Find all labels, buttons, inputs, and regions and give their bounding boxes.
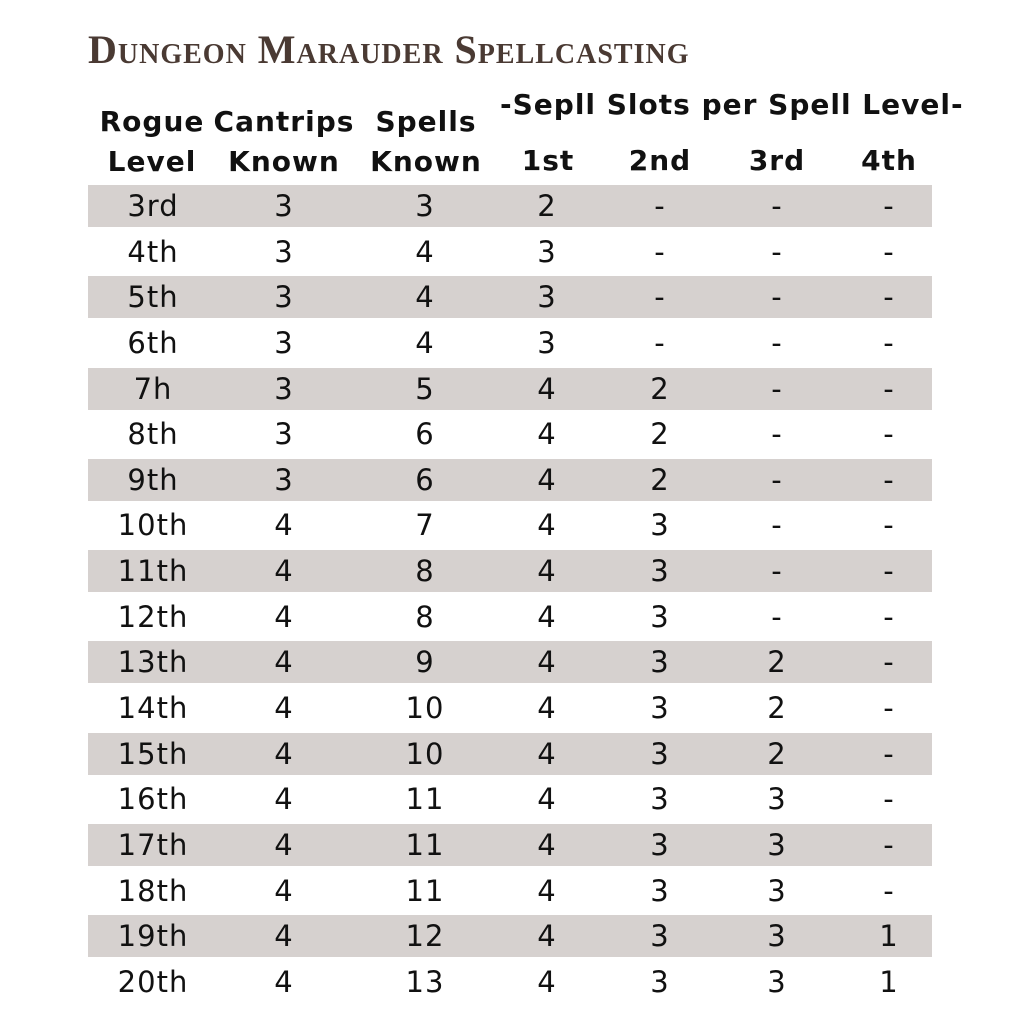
cell-slot-1st: 2 bbox=[537, 189, 557, 223]
cell-slot-4th: - bbox=[883, 736, 895, 771]
cell-slot-3rd: - bbox=[771, 189, 783, 223]
cell-slot-2nd: 3 bbox=[650, 964, 670, 999]
cell-slot-3rd: - bbox=[771, 417, 783, 452]
cell-slot-4th: - bbox=[883, 508, 895, 543]
header-slot-3rd: 3rd bbox=[748, 144, 806, 177]
cell-slot-3rd: 3 bbox=[767, 827, 787, 862]
table-row bbox=[88, 824, 932, 870]
cell-slot-4th: - bbox=[883, 280, 895, 315]
table-row bbox=[88, 596, 932, 642]
header-spells-known bbox=[360, 102, 492, 182]
cell-slot-3rd: - bbox=[771, 462, 783, 497]
cell-slot-1st: 4 bbox=[537, 508, 557, 543]
cell-spells-known: 11 bbox=[405, 782, 445, 817]
cell-cantrips-known: 4 bbox=[274, 645, 294, 680]
cell-spells-known: 3 bbox=[415, 189, 435, 223]
cell-spells-known: 6 bbox=[415, 462, 435, 497]
cell-rogue-level: 6th bbox=[127, 325, 179, 360]
cell-cantrips-known: 4 bbox=[274, 782, 294, 817]
cell-slot-4th: - bbox=[883, 234, 895, 269]
cell-slot-1st: 4 bbox=[537, 417, 557, 452]
cell-rogue-level: 7h bbox=[133, 371, 173, 406]
cell-cantrips-known: 4 bbox=[274, 919, 294, 954]
cell-slot-1st: 4 bbox=[537, 782, 557, 817]
cell-slot-4th: - bbox=[883, 691, 895, 726]
cell-slot-2nd: 3 bbox=[650, 782, 670, 817]
cell-rogue-level: 14th bbox=[117, 691, 189, 726]
cell-cantrips-known: 4 bbox=[274, 599, 294, 634]
cell-spells-known: 9 bbox=[415, 645, 435, 680]
cell-slot-3rd: 3 bbox=[767, 919, 787, 954]
cell-slot-4th: - bbox=[883, 554, 895, 589]
cell-slot-3rd: 2 bbox=[767, 645, 787, 680]
cell-rogue-level: 3rd bbox=[127, 189, 179, 223]
header-slot-4th: 4th bbox=[861, 144, 917, 177]
cell-spells-known: 6 bbox=[415, 417, 435, 452]
cell-slot-3rd: 3 bbox=[767, 964, 787, 999]
cell-slot-4th: 1 bbox=[879, 919, 899, 954]
cell-slot-3rd: - bbox=[771, 508, 783, 543]
cell-slot-2nd: - bbox=[654, 325, 666, 360]
cell-slot-4th: - bbox=[883, 417, 895, 452]
cell-slot-1st: 4 bbox=[537, 827, 557, 862]
cell-spells-known: 8 bbox=[415, 599, 435, 634]
cell-slot-1st: 4 bbox=[537, 554, 557, 589]
cell-cantrips-known: 3 bbox=[274, 325, 294, 360]
cell-slot-1st: 3 bbox=[537, 280, 557, 315]
cell-slot-4th: 1 bbox=[879, 964, 899, 999]
table-row bbox=[88, 915, 932, 961]
table-row bbox=[88, 550, 932, 596]
spellcasting-table bbox=[88, 185, 932, 1007]
table-row bbox=[88, 185, 932, 231]
header-cantrips-known-line1: Cantrips bbox=[213, 105, 355, 138]
cell-slot-1st: 4 bbox=[537, 736, 557, 771]
header-spell-slots-group: -Sepll Slots per Spell Level- bbox=[500, 88, 964, 121]
cell-slot-1st: 3 bbox=[537, 325, 557, 360]
cell-spells-known: 11 bbox=[405, 873, 445, 908]
table-row bbox=[88, 413, 932, 459]
cell-slot-4th: - bbox=[883, 873, 895, 908]
cell-cantrips-known: 3 bbox=[274, 417, 294, 452]
cell-slot-3rd: - bbox=[771, 325, 783, 360]
cell-slot-3rd: 2 bbox=[767, 736, 787, 771]
cell-rogue-level: 16th bbox=[117, 782, 189, 817]
cell-slot-3rd: - bbox=[771, 554, 783, 589]
cell-slot-3rd: - bbox=[771, 599, 783, 634]
cell-rogue-level: 4th bbox=[127, 234, 179, 269]
cell-spells-known: 13 bbox=[405, 964, 445, 999]
cell-cantrips-known: 4 bbox=[274, 508, 294, 543]
cell-cantrips-known: 4 bbox=[274, 964, 294, 999]
header-rogue-level bbox=[92, 102, 212, 182]
cell-slot-3rd: 3 bbox=[767, 873, 787, 908]
table-row bbox=[88, 870, 932, 916]
cell-slot-2nd: 3 bbox=[650, 645, 670, 680]
header-rogue-level-line1: Rogue bbox=[99, 105, 205, 138]
cell-slot-1st: 3 bbox=[537, 234, 557, 269]
cell-rogue-level: 18th bbox=[117, 873, 189, 908]
table-row bbox=[88, 733, 932, 779]
cell-spells-known: 4 bbox=[415, 325, 435, 360]
cell-cantrips-known: 4 bbox=[274, 691, 294, 726]
cell-slot-2nd: 3 bbox=[650, 736, 670, 771]
cell-rogue-level: 11th bbox=[117, 554, 189, 589]
header-spells-known-line2: Known bbox=[370, 145, 482, 178]
cell-slot-1st: 4 bbox=[537, 691, 557, 726]
cell-slot-1st: 4 bbox=[537, 645, 557, 680]
cell-slot-2nd: 3 bbox=[650, 554, 670, 589]
cell-rogue-level: 10th bbox=[117, 508, 189, 543]
cell-rogue-level: 12th bbox=[117, 599, 189, 634]
cell-rogue-level: 17th bbox=[117, 827, 189, 862]
cell-cantrips-known: 3 bbox=[274, 280, 294, 315]
cell-spells-known: 4 bbox=[415, 234, 435, 269]
cell-cantrips-known: 4 bbox=[274, 554, 294, 589]
cell-rogue-level: 19th bbox=[117, 919, 189, 954]
cell-cantrips-known: 4 bbox=[274, 827, 294, 862]
cell-slot-3rd: - bbox=[771, 280, 783, 315]
cell-cantrips-known: 3 bbox=[274, 189, 294, 223]
table-row bbox=[88, 641, 932, 687]
cell-slot-2nd: 3 bbox=[650, 691, 670, 726]
cell-slot-3rd: - bbox=[771, 234, 783, 269]
cell-spells-known: 4 bbox=[415, 280, 435, 315]
cell-cantrips-known: 3 bbox=[274, 234, 294, 269]
cell-slot-3rd: 2 bbox=[767, 691, 787, 726]
cell-cantrips-known: 4 bbox=[274, 736, 294, 771]
cell-rogue-level: 20th bbox=[117, 964, 189, 999]
table-row bbox=[88, 322, 932, 368]
cell-slot-1st: 4 bbox=[537, 873, 557, 908]
cell-slot-4th: - bbox=[883, 599, 895, 634]
cell-slot-4th: - bbox=[883, 782, 895, 817]
cell-slot-4th: - bbox=[883, 645, 895, 680]
cell-cantrips-known: 3 bbox=[274, 371, 294, 406]
table-row bbox=[88, 459, 932, 505]
cell-slot-1st: 4 bbox=[537, 371, 557, 406]
table-row bbox=[88, 687, 932, 733]
cell-slot-2nd: 2 bbox=[650, 371, 670, 406]
cell-spells-known: 12 bbox=[405, 919, 445, 954]
header-cantrips-known-line2: Known bbox=[228, 145, 340, 178]
cell-slot-3rd: - bbox=[771, 371, 783, 406]
cell-rogue-level: 9th bbox=[127, 462, 179, 497]
cell-slot-2nd: 3 bbox=[650, 827, 670, 862]
cell-slot-4th: - bbox=[883, 325, 895, 360]
cell-spells-known: 5 bbox=[415, 371, 435, 406]
cell-slot-4th: - bbox=[883, 462, 895, 497]
cell-rogue-level: 15th bbox=[117, 736, 189, 771]
header-spells-known-line1: Spells bbox=[375, 105, 477, 138]
table-row bbox=[88, 778, 932, 824]
table-row bbox=[88, 368, 932, 414]
cell-slot-2nd: 2 bbox=[650, 417, 670, 452]
cell-slot-2nd: 3 bbox=[650, 873, 670, 908]
header-cantrips-known bbox=[210, 102, 358, 182]
cell-slot-2nd: 3 bbox=[650, 508, 670, 543]
table-title: Dungeon Marauder Spellcasting bbox=[88, 27, 690, 72]
cell-slot-4th: - bbox=[883, 371, 895, 406]
cell-slot-1st: 4 bbox=[537, 919, 557, 954]
cell-spells-known: 10 bbox=[405, 736, 445, 771]
cell-slot-2nd: - bbox=[654, 280, 666, 315]
cell-spells-known: 11 bbox=[405, 827, 445, 862]
cell-rogue-level: 8th bbox=[127, 417, 179, 452]
cell-slot-2nd: 3 bbox=[650, 919, 670, 954]
cell-slot-2nd: - bbox=[654, 189, 666, 223]
cell-cantrips-known: 4 bbox=[274, 873, 294, 908]
cell-spells-known: 10 bbox=[405, 691, 445, 726]
cell-slot-4th: - bbox=[883, 827, 895, 862]
cell-spells-known: 8 bbox=[415, 554, 435, 589]
cell-slot-4th: - bbox=[883, 189, 895, 223]
cell-spells-known: 7 bbox=[415, 508, 435, 543]
table-row bbox=[88, 504, 932, 550]
cell-rogue-level: 13th bbox=[117, 645, 189, 680]
cell-slot-3rd: 3 bbox=[767, 782, 787, 817]
cell-slot-2nd: 3 bbox=[650, 599, 670, 634]
cell-slot-1st: 4 bbox=[537, 964, 557, 999]
header-rogue-level-line2: Level bbox=[107, 145, 197, 178]
cell-cantrips-known: 3 bbox=[274, 462, 294, 497]
table-row bbox=[88, 961, 932, 1007]
cell-slot-2nd: - bbox=[654, 234, 666, 269]
cell-slot-2nd: 2 bbox=[650, 462, 670, 497]
cell-slot-1st: 4 bbox=[537, 462, 557, 497]
header-slot-1st: 1st bbox=[521, 144, 575, 177]
table-row bbox=[88, 231, 932, 277]
table-row bbox=[88, 276, 932, 322]
cell-rogue-level: 5th bbox=[127, 280, 179, 315]
cell-slot-1st: 4 bbox=[537, 599, 557, 634]
header-slot-2nd: 2nd bbox=[628, 144, 692, 177]
